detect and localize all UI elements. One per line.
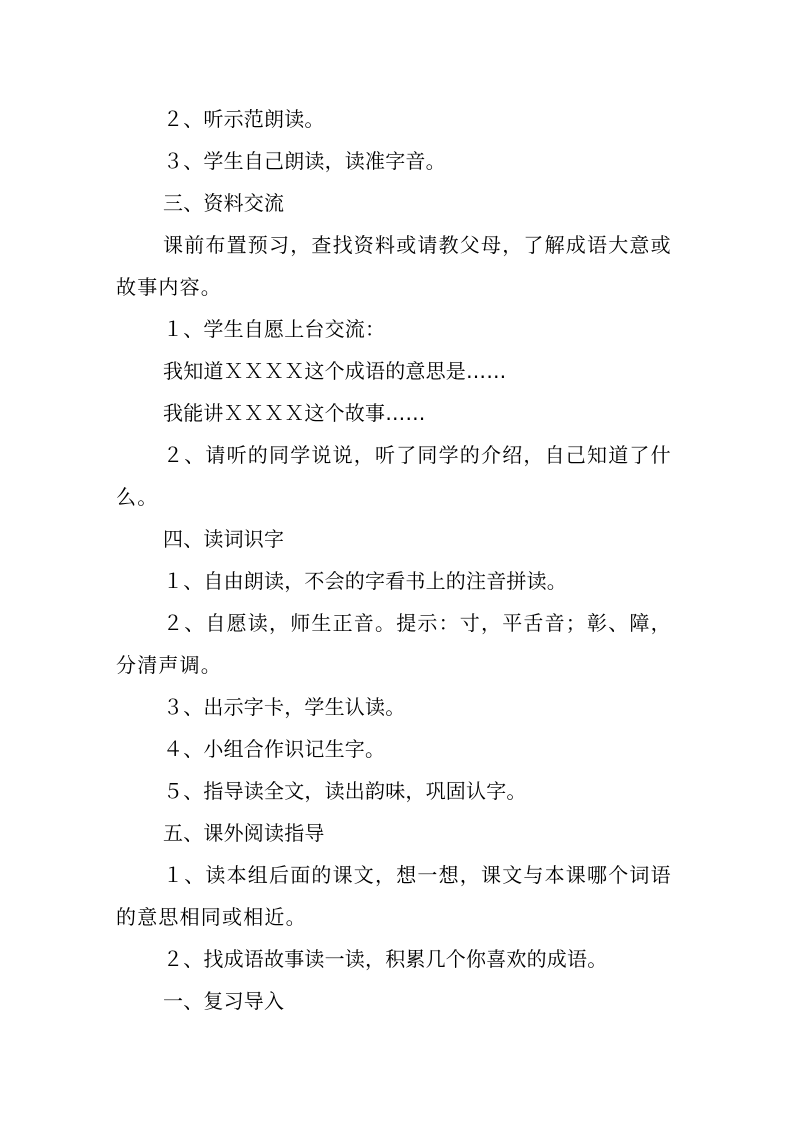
section-heading: 三、资料交流 [163, 191, 285, 215]
paragraph: ３、学生自己朗读，读准字音。 [163, 149, 446, 173]
paragraph: １、自由朗读，不会的字看书上的注音拼读。 [163, 569, 567, 593]
section-heading: 五、课外阅读指导 [163, 821, 325, 845]
paragraph: 我能讲ＸＸＸＸ这个故事…… [163, 401, 426, 425]
section-heading: 一、复习导入 [163, 989, 285, 1013]
paragraph: ４、小组合作识记生字。 [163, 737, 386, 761]
paragraph: ２、听示范朗读。 [163, 107, 325, 131]
paragraph: １、读本组后面的课文，想一想，课文与本课哪个词语的意思相同或相近。 [116, 863, 672, 929]
paragraph: １、学生自愿上台交流： [163, 317, 386, 341]
paragraph: ３、出示字卡，学生认读。 [163, 695, 406, 719]
paragraph: ２、找成语故事读一读，积累几个你喜欢的成语。 [163, 947, 608, 971]
document-body [116, 98, 676, 1022]
section-heading: 四、读词识字 [163, 527, 285, 551]
paragraph: ２、自愿读，师生正音。提示：寸，平舌音；彰、障，分清声调。 [116, 611, 672, 677]
paragraph: 我知道ＸＸＸＸ这个成语的意思是…… [163, 359, 507, 383]
paragraph: ５、指导读全文，读出韵味，巩固认字。 [163, 779, 527, 803]
paragraph: 课前布置预习，查找资料或请教父母，了解成语大意或故事内容。 [116, 233, 672, 299]
paragraph: ２、请听的同学说说，听了同学的介绍，自己知道了什么。 [116, 443, 672, 509]
